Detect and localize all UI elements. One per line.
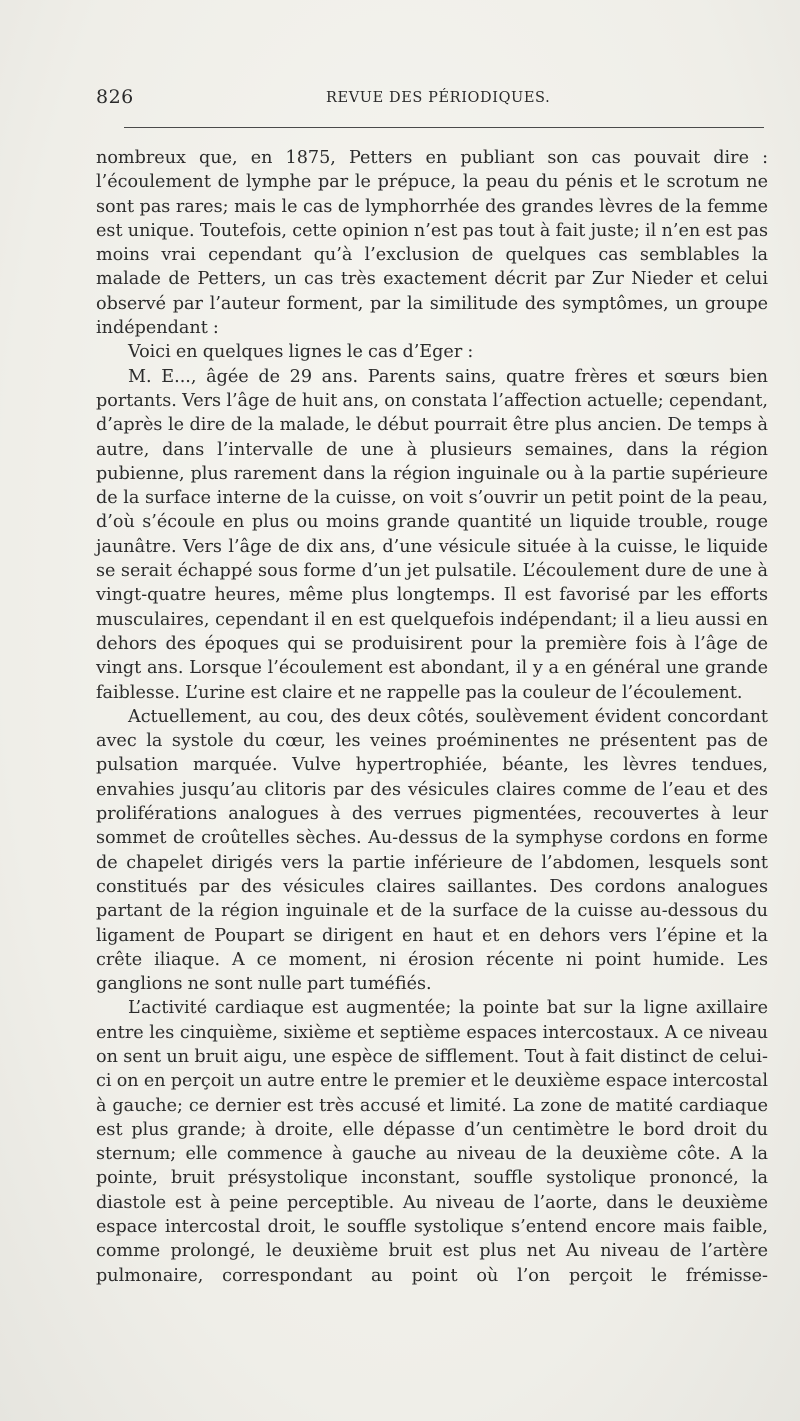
paragraph-case-history: M. E..., âgée de 29 ans. Parents sains, quatre frères et sœurs bien portants. Vers l’âge de huit ans, on constata l’affection actuelle; cependant, d’après le dire de la malade, le début pourrait être plus ancien. De temps à autre, dans l’intervalle de une à plusieurs semaines, dans la région pubienne, plus rarement dans la région inguinale ou à la partie supérieure de la surface interne de la cuisse, on voit s’ouvrir un petit point de la peau, d’où s’écoule en plus ou moins grande quantité un liquide trouble, rouge jaunâtre. Vers l’âge de dix ans, d’une vésicule située à la cuisse, le liquide se serait échappé sous forme d’un jet pulsatile. L’écoulement dure de une à vingt-quatre heures, même plus longtemps. Il est favorisé par les efforts musculaires, cependant il en est quelquefois indépendant; il a lieu aussi en dehors des époques qui se produisirent pour la première fois à l’âge de vingt ans. Lorsque l’écoulement est abondant, il y a en général une grande faiblesse. L’urine est claire et ne rappelle pas la couleur de l’écoulement. xyxy=(96,366,768,703)
paragraph-case-intro: Voici en quelques lignes le cas d’Eger : xyxy=(128,342,474,363)
paragraph-current-state: Actuellement, au cou, des deux côtés, soulèvement évident concordant avec la systole du cœur, les veines proéminentes ne présentent pas de pulsation marquée. Vulve hypertrophiée, béante, les lèvres tendues, envahies jusqu’au clitoris par des vésicules claires comme de l’eau et des proliférations analogues à des verrues pigmentées, recouvertes à leur sommet de croûtelles sèches. Au-dessus de la symphyse cordons en forme de chapelet dirigés vers la partie inférieure de l’abdomen, lesquels sont constitués par des vésicules claires saillantes. Des cordons analogues partant de la région inguinale et de la surface de la cuisse au-dessous du ligament de Poupart se dirigent en haut et en dehors vers l’épine et la crête iliaque. A ce moment, ni érosion récente ni point humide. Les ganglions ne sont nulle part tuméfiés. xyxy=(96,706,768,995)
header-rule xyxy=(124,127,764,128)
paragraph-cardiac: L’activité cardiaque est augmentée; la pointe bat sur la ligne axillaire entre les cinquième, sixième et septième espaces intercostaux. A ce niveau on sent un bruit aigu, une espèce de sifflement. Tout à fait distinct de celui-ci on en perçoit un autre entre le premier et le deuxième espace intercostal à gauche; ce dernier est très accusé et limité. La zone de matité cardiaque est plus grande; à droite, elle dépasse d’un centimètre le bord droit du sternum; elle commence à gauche au niveau de la deuxième côte. A la pointe, bruit présystolique inconstant, souffle systolique prononcé, la diastole est à peine perceptible. Au niveau de l’aorte, dans le deuxième espace intercostal droit, le souffle systolique s’entend encore mais faible, comme prolongé, le deuxième bruit est plus net Au niveau de l’artère pulmonaire, correspondant au point où l’on perçoit le frémisse- xyxy=(96,998,768,1286)
journal-title: REVUE DES PÉRIODIQUES. xyxy=(326,90,551,106)
page-number: 826 xyxy=(96,86,134,108)
running-head xyxy=(96,86,768,114)
body-text xyxy=(96,146,768,1288)
paragraph-continuation: nombreux que, en 1875, Petters en publiant son cas pouvait dire : l’écoulement de lymphe par le prépuce, la peau du pénis et le scrotum ne sont pas rares; mais le cas de lymphorrhée des grandes lèvres de la femme est unique. Toutefois, cette opinion n’est pas tout à fait juste; il n’en est pas moins vrai cependant qu’à l’exclusion de quelques cas semblables la malade de Petters, un cas très exactement décrit par Zur Nieder et celui observé par l’auteur forment, par la similitude des symptômes, un groupe indépendant : xyxy=(96,148,768,339)
